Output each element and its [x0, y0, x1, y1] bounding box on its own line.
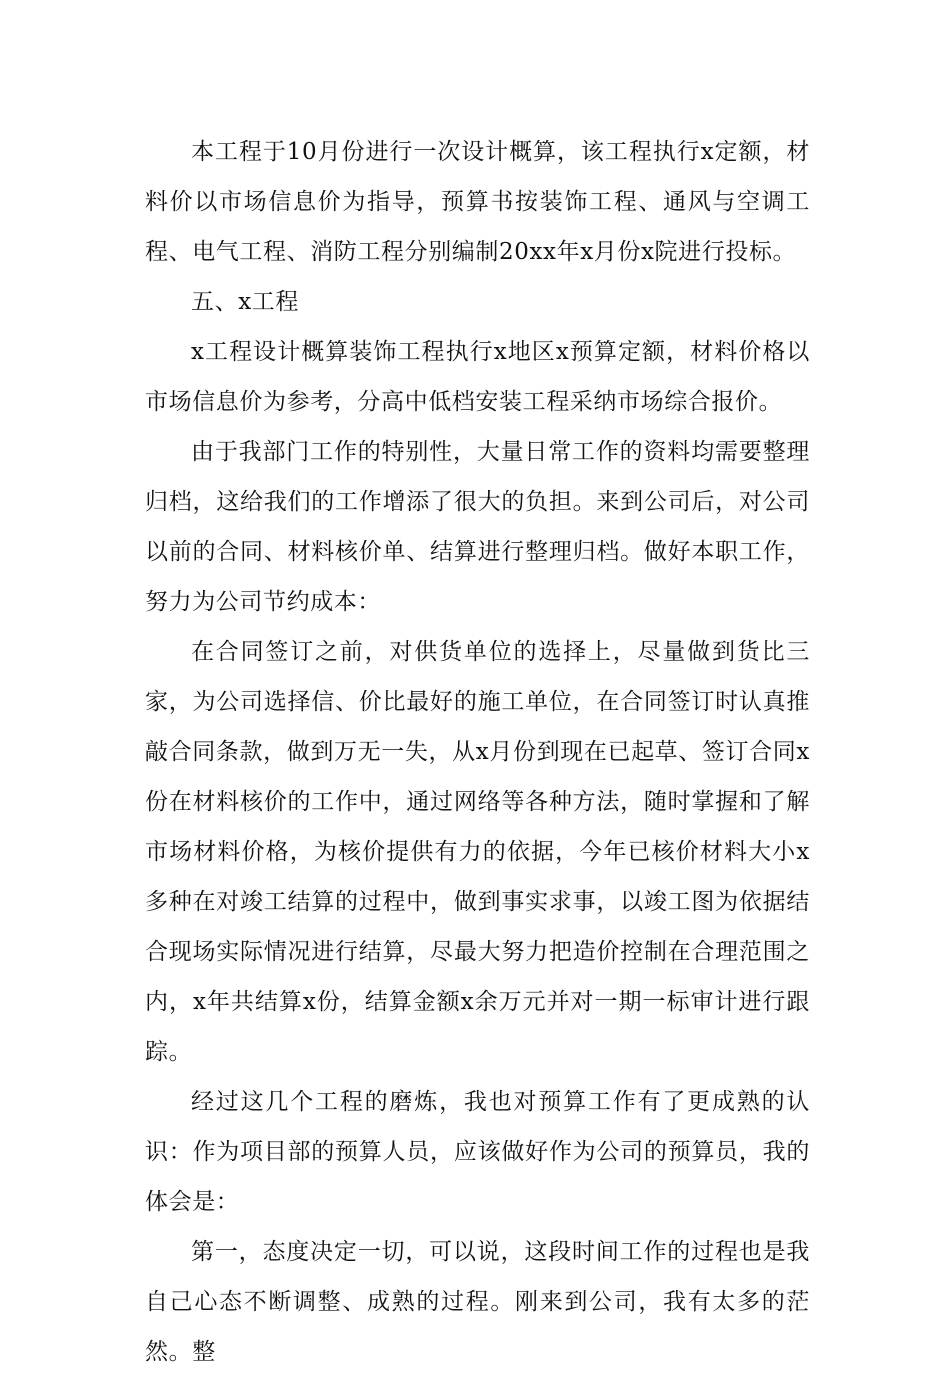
- section-heading-project-five: 五、x工程: [191, 289, 299, 315]
- paragraph-attitude: 第一，态度决定一切，可以说，这段时间工作的过程也是我自己心态不断调整、成熟的过程。刚来到公司，我有太多的茫然。整: [145, 1239, 810, 1365]
- paragraph-contracts: 在合同签订之前，对供货单位的选择上，尽量做到货比三家，为公司选择信、价比最好的施工单位，在合同签订时认真推敲合同条款，做到万无一失，从x月份到现在已起草、签订合同x份在材料核价的工作中，通过网络等各种方法，随时掌握和了解市场材料价格，为核价提供有力的依据，今年已核价材料大小x多种在对竣工结算的过程中，做到事实求事，以竣工图为依据结合现场实际情况进行结算，尽最大努力把造价控制在合理范围之内，x年共结算x份，结算金额x余万元并对一期一标审计进行跟踪。: [145, 639, 810, 1065]
- paragraph-project-estimate: x工程设计概算装饰工程执行x地区x预算定额，材料价格以市场信息价为参考，分高中低档安装工程采纳市场综合报价。: [145, 339, 810, 415]
- document-body: [145, 127, 810, 1377]
- paragraph-design-estimate: 本工程于10月份进行一次设计概算，该工程执行x定额，材料价以市场信息价为指导，预算书按装饰工程、通风与空调工程、电气工程、消防工程分别编制20xx年x月份x院进行投标。: [145, 139, 810, 265]
- paragraph-experience: 经过这几个工程的磨炼，我也对预算工作有了更成熟的认识：作为项目部的预算人员，应该做好作为公司的预算员，我的体会是：: [145, 1089, 810, 1215]
- paragraph-archiving: 由于我部门工作的特别性，大量日常工作的资料均需要整理归档，这给我们的工作增添了很大的负担。来到公司后，对公司以前的合同、材料核价单、结算进行整理归档。做好本职工作，努力为公司节约成本：: [145, 439, 810, 615]
